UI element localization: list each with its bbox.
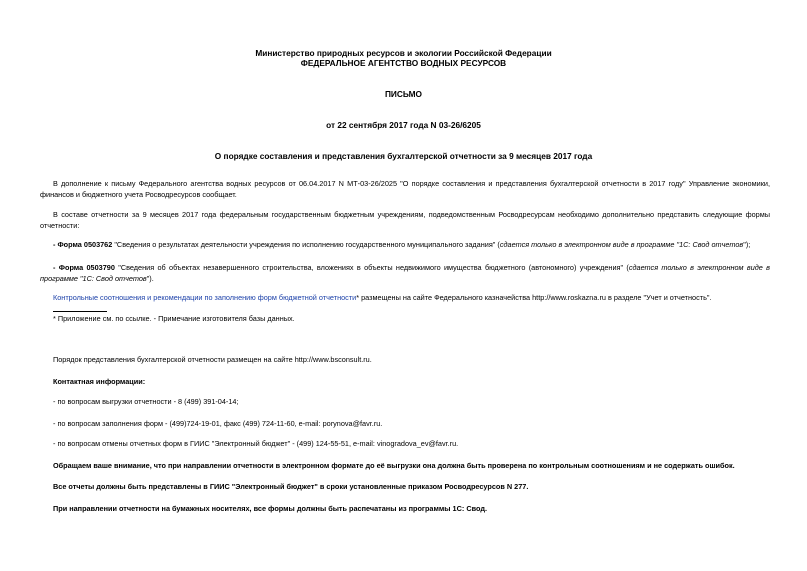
footnote: * Приложение см. по ссылке. - Примечание изготовителя базы данных. (53, 314, 295, 323)
form-0503762-note: сдается только в электронном виде в программе "1С: Свод отчетов (499, 240, 744, 249)
form-0503790-text: "Сведения об объектах незавершенного строительства, вложениях в объекты недвижимого имущества бюджетного (автономного) учреждения" ( (114, 263, 629, 272)
form-0503762-suffix: "); (743, 240, 751, 249)
contact-forms: - по вопросам заполнения форм - (499)724-19-01, факс (499) 724-11-60, e-mail: porynova@favr.ru. (53, 419, 383, 428)
doc-type: ПИСЬМО (384, 89, 423, 99)
control-ratios-link[interactable]: Контрольные соотношения и рекомендации по заполнению форм бюджетной отчетности (53, 293, 357, 302)
order-site-text: Порядок представления бухгалтерской отчетности размещен на сайте http://www.bsconsult.ru. (53, 355, 372, 364)
form-0503790-note: сдается только в электронном виде в программе "1С: Свод отчетов (40, 263, 770, 283)
agency-name: ФЕДЕРАЛЬНОЕ АГЕНТСТВО ВОДНЫХ РЕСУРСОВ (300, 58, 507, 68)
contact-export: - по вопросам выгрузки отчетности - 8 (499) 391-04-14; (53, 397, 239, 406)
form-0503790-suffix: "). (146, 274, 154, 283)
contacts-title: Контактная информации: (53, 377, 146, 386)
doc-date: от 22 сентября 2017 года N 03-26/6205 (326, 120, 481, 130)
paper-note: При направлении отчетности на бумажных носителях, все формы должны быть распечатаны из программы 1С: Свод. (53, 504, 488, 513)
paragraph-forms-intro: В составе отчетности за 9 месяцев 2017 года федеральным государственным бюджетным учреждениям, подведомственным Росводресурсам необходимо дополнительно представить следующие формы отчетности: (40, 210, 770, 230)
contact-cancel: - по вопросам отмены отчетных форм в ГИИС "Электронный бюджет" - (499) 124-55-51, e-mail: vinogradova_ev@favr.ru. (53, 439, 459, 448)
control-ratios-text: * размещены на сайте Федерального казначейства http://www.roskazna.ru в разделе "Учет и отчетность". (356, 293, 712, 302)
form-0503790-code: - Форма 0503790 (53, 263, 115, 272)
attention-note: Обращаем ваше внимание, что при направлении отчетности в электронном формате до её выгрузки она должна быть проверена по контрольным соотношениям и не содержать ошибок. (53, 461, 735, 470)
doc-subject: О порядке составления и представления бухгалтерской отчетности за 9 месяцев 2017 года (214, 151, 593, 161)
form-0503762-code: - Форма 0503762 (53, 240, 113, 249)
ministry-name: Министерство природных ресурсов и экологии Российской Федерации (255, 48, 552, 58)
footnote-divider (53, 311, 107, 312)
form-0503762-item (40, 239, 770, 250)
form-0503790-item (40, 262, 770, 284)
paragraph-control-ratios (40, 292, 770, 303)
deadline-note: Все отчеты должны быть представлены в ГИИС "Электронный бюджет" в сроки установленные приказом Росводресурсов N 277. (53, 482, 529, 491)
paragraph-intro: В дополнение к письму Федерального агентства водных ресурсов от 06.04.2017 N МТ-03-26/2025 "О порядке составления и представления бухгалтерской отчетности в 2017 году" Управление экономики, финансов и бюджетного учета Росводресурсов сообщает. (40, 179, 770, 199)
form-0503762-text: "Сведения о результатах деятельности учреждения по исполнению государственного муниципального задания" ( (112, 240, 500, 249)
